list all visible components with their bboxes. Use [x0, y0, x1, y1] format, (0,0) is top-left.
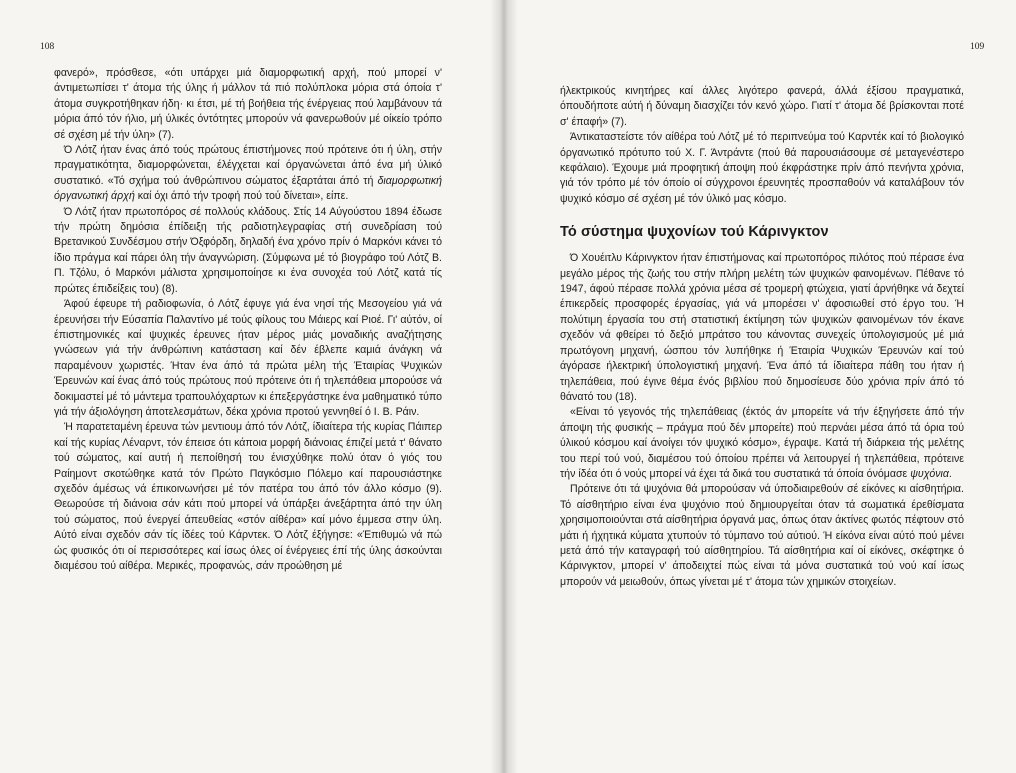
- text-run: «Είναι τό γεγονός τής τηλεπάθειας (έκτός άν μπορείτε νά τήν έξηγήσετε άπό τήν άποψη τής φυσικής – πράγμα πού δέν μπορείτε) πού περνάει μέσα άπό τά όρια τού ύλικού κόσμου καί άνοίγει τόν ψυχικό κόσμο», έγραψε. Κατά τή διάρκεια τής μελέτης του περί τού νού, διαμέσου τού όποίου πρέπει νά λειτουργεί ή τηλεπάθεια, πρότεινε τήν ίδέα ότι ό νούς μπορεί νά έχει τά δικά του συστατικά τά όποία όνόμασε: [560, 406, 964, 480]
- paragraph: [54, 297, 442, 420]
- right-page-intro: [560, 84, 964, 207]
- paragraph: [54, 420, 442, 574]
- text-run: Άντικαταστείστε τόν αίθέρα τού Λότζ μέ τό περιπνεύμα τού Καρντέκ καί τό βιολογικό όργανωτικό πρότυπο τού Χ. Γ. Άντράντε (πού θά παρουσιάσουμε σέ μεταγενέστερο κεφάλαιο). Έχουμε μιά προφητική άποψη πού έκφράστηκε πρίν άπό πενήντα χρόνια, γιά τόν τρόπο μέ τόν όποίο οί σύγχρονοι έρευνητές προσπαθούν νά καταλάβουν τόν ψυχικό κόσμο σέ σχέση μέ τόν ύλικό μας κόσμο.: [560, 131, 964, 205]
- section-heading: Τό σύστημα ψυχονίων τού Κάρινγκτον: [560, 224, 829, 241]
- italic-text: ψυχόνια: [910, 467, 949, 480]
- text-run: Πρότεινε ότι τά ψυχόνια θά μπορούσαν νά ύποδιαιρεθούν σέ είκόνες κι αίσθητήρια. Τό αίσθητήριο είναι ένα ψυχόνιο πού δημιουργείται όταν τά σωματικά έρεθίσματα χρησιμοποιούνται στά αίσθητήρια όργανά μας, όπως όταν άκτίνες φωτός πέφτουν στό μάτι ή ήχητικά κύματα χτυπούν τό τύμπανο τού αύτιού. Ή είκόνα είναι αύτό πού μένει μετά άπό τήν καταγραφή τού αίσθητηρίου. Τά αίσθητήρια καί οί είκόνες, σκέφτηκε ό Κάρινγκτον, μπορεί ν' άποδειχτεί πώς είναι τά μόνα συστατικά τού νού καί ίσως μπορούν νά μειωθούν, όπως γίνεται μέ τ' άτομα τών χημικών στοιχείων.: [560, 483, 964, 588]
- paragraph: [54, 205, 442, 297]
- paragraph: [560, 84, 964, 130]
- paragraph: [560, 130, 964, 207]
- paragraph: [54, 143, 442, 205]
- text-run: ήλεκτρικούς κινητήρες καί άλλες λιγότερο φανερά, άλλά έξίσου πραγματικά, όπουδήποτε αύτή ή δύναμη διασχίζει τόν κενό χώρο. Γιατί τ' άτομα δέ βρίσκονται ποτέ σ' έπαφή» (7).: [560, 85, 964, 128]
- right-page-text: [560, 84, 964, 590]
- paragraph: [560, 482, 964, 590]
- text-run: Ή παρατεταμένη έρευνα τών μεντιουμ άπό τόν Λότζ, ίδιαίτερα τής κυρίας Πάιπερ καί τής κυρίας Λέναρντ, τόν έπεισε ότι κάποια μορφή διάνοιας έπιζεί μετά τ' θάνατο τού σώματος, καί αυτή ή πεποίθησή του ένισχύθηκε πολύ όταν ό γιός του Ραίημοντ σκοτώθηκε κατά τόν Πρώτο Παγκόσμιο Πόλεμο καί παρουσιάστηκε σχεδόν άμέσως νά έπικοινωνήσει μέ τόν πατέρα του άπό τόν άλλο κόσμο (9). Θεωρούσε τή διάνοια σάν κάτι πού μπορεί νά ύπάρξει άνεξάρτητα άπό την ύλη τού σώματος, πού ένεργεί άπευθείας «στόν αίθέρα» καί μόνο έμμεσα στην ύλη. Αύτό είναι σχεδόν σάν τίς ίδέες τού Κάρντεκ. Ό Λότζ έξήγησε: «Έπιθυμώ νά πώ ώς φυσικός ότι οί περισσότερες καί ίσως όλες οί ένέργειες έπί τής ύλης άσκούνται διαμέσου τού αίθέρα. Μερικές, προφανώς, σάν προώθηση μέ: [54, 421, 442, 572]
- text-run: Άφού έφευρε τή ραδιοφωνία, ό Λότζ έφυγε γιά ένα νησί τής Μεσογείου γιά νά έρευνήσει τήν Εύσαπία Παλαντίνο μέ τούς φίλους του Μάιερς καί Ριοέ. Γι' αύτόν, οί έπιστημονικές καί ψυχικές έρευνες ήταν μέρος μιάς μοναδικής αναζήτησης γνώσεων γιά τήν άνθρώπινη κατάσταση καί δέν έβλεπε καμιά άνάγκη νά παραμένουν χωριστές. Ήταν ένα άπό τά πρώτα μέλη τής Έταιρίας Ψυχικών Έρευνών καί ένας άπό τούς πρώτους πού πρότεινε ότι ή τηλεπάθεια μπορούσε νά δοκιμαστεί μέ τό μάντεμα τραπουλόχαρτων κι έπεξεργάστηκε ένα μαθηματικό τύπο γιά τήν άξιολόγηση άποτελεσμάτων, δέκα χρόνια προτού γεννηθεί ό Ι. Β. Ράιν.: [54, 298, 442, 418]
- right-page: [508, 0, 1016, 773]
- right-page-body: [560, 251, 964, 590]
- right-page-number: 109: [970, 42, 985, 52]
- paragraph: [560, 251, 964, 405]
- text-run: Ό Λότζ ήταν πρωτοπόρος σέ πολλούς κλάδους. Στίς 14 Αύγούστου 1894 έδωσε τήν πρώτη δημόσια έπίδειξη τής ραδιοτηλεγραφίας στή συνεδρίαση τού Βρετανικού Συνδέσμου στήν Όξφόρδη, δηλαδή ένα χρόνο πρίν ό Μαρκόνι κάνει τό ίδιο πράγμα καί πάρει όλη τήν άναγνώριση. (Σύμφωνα μέ τό βιογράφο τού Λότζ Β. Π. Τζόλυ, ό Μαρκόνι μάλιστα χρησιμοποίησε κι ένα συνοχέα τού Λότζ κατά τίς πρώτες έπιδείξεις του) (8).: [54, 205, 442, 295]
- text-run: Ό Χουέιτλυ Κάρινγκτον ήταν έπιστήμονας καί πρωτοπόρος πιλότος πού πέρασε ένα μεγάλο μέρος τής ζωής του στήν πλήρη μελέτη τών ψυχικών φαινομένων. Πέθανε τό 1947, άφού πέρασε πολλά χρόνια μέσα σέ τρομερή φτώχεια, γιατί άρνήθηκε νά δεχτεί έπικερδείς προσφορές έργασίας, γιά νά μπορέσει ν' άφοσιωθεί στό έργο του. Ή πολύτιμη έργασία του στή στατιστική έκτίμηση τών ψυχικών φαινομένων τόν έκανε σχεδόν νά φθείρει τό δεξιό μπράτσο του κάνοντας συνεχείς ύπολογισμούς μέ μιά πρωτόγονη μηχανή, ώσπου τόν λυπήθηκε ή Έταιρία Ψυχικών Έρευνών καί τού άγόρασε ήλεκτρική ύπολογιστική μηχανή. Ένα άπό τά ίδιαίτερα πάθη του ήταν ή τηλεπάθεια, πού έγινε θέμα ένός βιβλίου πού δημοσίευσε δύο χρόνια πρίν άπό τό θάνατό του (18).: [560, 252, 964, 403]
- italic-text: διαμορφωτική όργανωτική άρχή: [54, 174, 442, 203]
- text-run: καί όχι άπό τήν τροφή πού τού δίνεται», είπε.: [134, 190, 349, 203]
- left-page-number: 108: [40, 42, 55, 52]
- paragraph: [560, 405, 964, 482]
- text-run: φανερό», πρόσθεσε, «ότι υπάρχει μιά διαμορφωτική αρχή, πού μπορεί ν' άντιμετωπίσει τ' άτομα τής ύλης ή μάλλον τά πιό πολύπλοκα μόρια στά όποία τ' άτομα συγκροτήθηκαν ήδη· κι έτσι, μέ τή βοήθεια τής ένέργειας πού λαμβάνουν τά μόρια άπό τόν ήλιο, μή ύλικές όντότητες μπορούν νά φανερωθούν μέ οίκείο τρόπο σέ σχέση μέ τήν ύλη» (7).: [54, 67, 442, 141]
- text-run: .: [948, 467, 952, 480]
- paragraph: [54, 66, 442, 143]
- text-run: Ό Λότζ ήταν ένας άπό τούς πρώτους έπιστήμονες πού πρότεινε ότι ή ύλη, στήν πραγματικότητα, διαμορφώνεται, έλέγχεται καί όργανώνεται άπό ένα μή ύλικό συστατικό. «Τό σχήμα τού άνθρώπινου σώματος έξαρτάται άπό τή: [54, 144, 442, 187]
- left-page: [0, 0, 500, 773]
- left-page-text: [54, 66, 442, 574]
